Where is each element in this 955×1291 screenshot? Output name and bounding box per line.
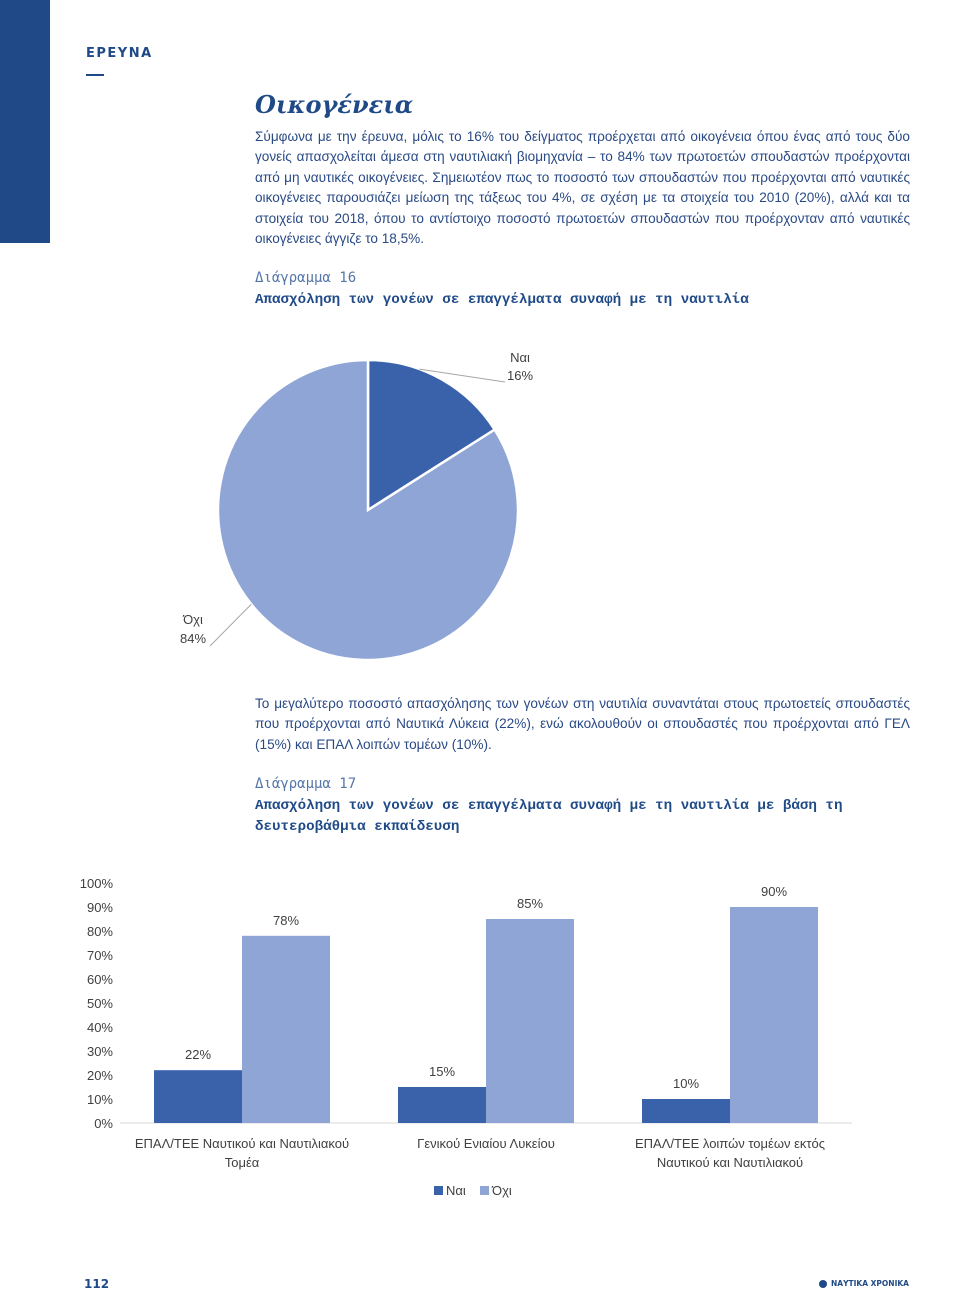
bar-data-label: 78% xyxy=(272,912,300,928)
y-tick-label: 10% xyxy=(86,1092,113,1107)
y-tick-label: 40% xyxy=(86,1020,113,1035)
legend-swatch xyxy=(480,1186,489,1195)
diagram16-number: Διάγραμμα 16 xyxy=(255,270,357,286)
pie-label-name: Όχι xyxy=(183,612,203,627)
y-tick-label: 90% xyxy=(86,900,113,915)
x-category-label: ΕΠΑΛ/ΤΕΕ λοιπών τομέων εκτός xyxy=(634,1136,826,1151)
page-heading: Οικογένεια xyxy=(255,90,414,119)
brand-name: ΝΑΥΤΙΚΑ ΧΡΟΝΙΚΑ xyxy=(831,1279,909,1288)
bar-chart xyxy=(0,860,955,1220)
diagram16-title: Απασχόληση των γονέων σε επαγγέλματα συναφή με τη ναυτιλία xyxy=(255,292,749,308)
y-tick-label: 20% xyxy=(86,1068,113,1083)
x-category-label: ΕΠΑΛ/ΤΕΕ Ναυτικού και Ναυτιλιακού xyxy=(134,1136,350,1151)
bar-yes xyxy=(154,1070,242,1123)
y-tick-label: 100% xyxy=(79,876,113,891)
page-number: 112 xyxy=(84,1277,110,1291)
y-tick-label: 30% xyxy=(86,1044,113,1059)
pie-label-value: 16% xyxy=(506,368,534,383)
x-category-label: Γενικού Ενιαίου Λυκείου xyxy=(417,1136,555,1151)
bar-data-label: 10% xyxy=(672,1076,700,1091)
intro-paragraph: Σύμφωνα με την έρευνα, μόλις το 16% του δείγματος προέρχεται από οικογένεια όπου ένας από τους δύο γονείς απασχολείται άμεσα στη ναυτιλιακή βιομηχανία – το 84% των πρωτοετών σπουδαστών προέρχονται από μη ναυτικές οικογένειες. Σημειωτέον πως το ποσοστό των σπουδαστών που προέρχονται από ναυτικές οικογένειες παρουσιάζει μείωση της τάξεως του 4%, σε σχέση με τα στοιχεία του 2010 (20%), αλλά και τα στοιχεία του 2018, όπου το αντίστοιχο ποσοστό πρωτοετών σπουδαστών που προέρχονταν από ναυτικές οικογένειες άγγιζε το 18,5%. xyxy=(255,129,910,247)
section-divider xyxy=(86,74,104,76)
x-category-label: Ναυτικού και Ναυτιλιακού xyxy=(656,1155,804,1170)
side-accent-bar xyxy=(0,0,50,243)
section-label: ΕΡΕΥΝΑ xyxy=(86,46,153,61)
pie-label-name: Ναι xyxy=(510,350,530,365)
legend-label: Ναι xyxy=(446,1183,466,1198)
legend-label: Όχι xyxy=(492,1183,512,1198)
pie-label-value: 84% xyxy=(179,631,207,646)
brand-mark-icon xyxy=(819,1280,827,1288)
pie-chart xyxy=(0,330,955,680)
analysis-paragraph: Το μεγαλύτερο ποσοστό απασχόλησης των γονέων στη ναυτιλία συναντάται στους πρωτοετείς σπουδαστές που προέρχονται από Ναυτικά Λύκεια (22%), ενώ ακολουθούν οι σπουδαστές που προέρχονται από ΓΕΛ (15%) και ΕΠΑΛ λοιπών τομέων (10%). xyxy=(255,696,910,752)
legend-swatch xyxy=(434,1186,443,1195)
y-tick-label: 60% xyxy=(86,972,113,987)
bar-no xyxy=(486,919,574,1123)
bar-no xyxy=(242,936,330,1123)
x-category-label: Τομέα xyxy=(224,1155,260,1170)
diagram17-title: Απασχόληση των γονέων σε επαγγέλματα συναφή με τη ναυτιλία με βάση τη δευτεροβάθμια εκπαίδευση xyxy=(255,798,843,835)
bar-yes xyxy=(398,1087,486,1123)
y-tick-label: 80% xyxy=(86,924,113,939)
bar-data-label: 90% xyxy=(760,884,788,899)
y-tick-label: 0% xyxy=(94,1116,113,1131)
bar-data-label: 15% xyxy=(428,1064,456,1079)
bar-yes xyxy=(642,1099,730,1123)
diagram17-number: Διάγραμμα 17 xyxy=(255,776,357,792)
bar-data-label: 22% xyxy=(184,1047,212,1063)
bar-data-label: 85% xyxy=(516,896,544,911)
y-tick-label: 50% xyxy=(86,996,113,1011)
brand-logo xyxy=(819,1279,909,1288)
y-tick-label: 70% xyxy=(86,948,113,963)
pie-leader-line xyxy=(210,604,251,646)
bar-no xyxy=(730,907,818,1123)
